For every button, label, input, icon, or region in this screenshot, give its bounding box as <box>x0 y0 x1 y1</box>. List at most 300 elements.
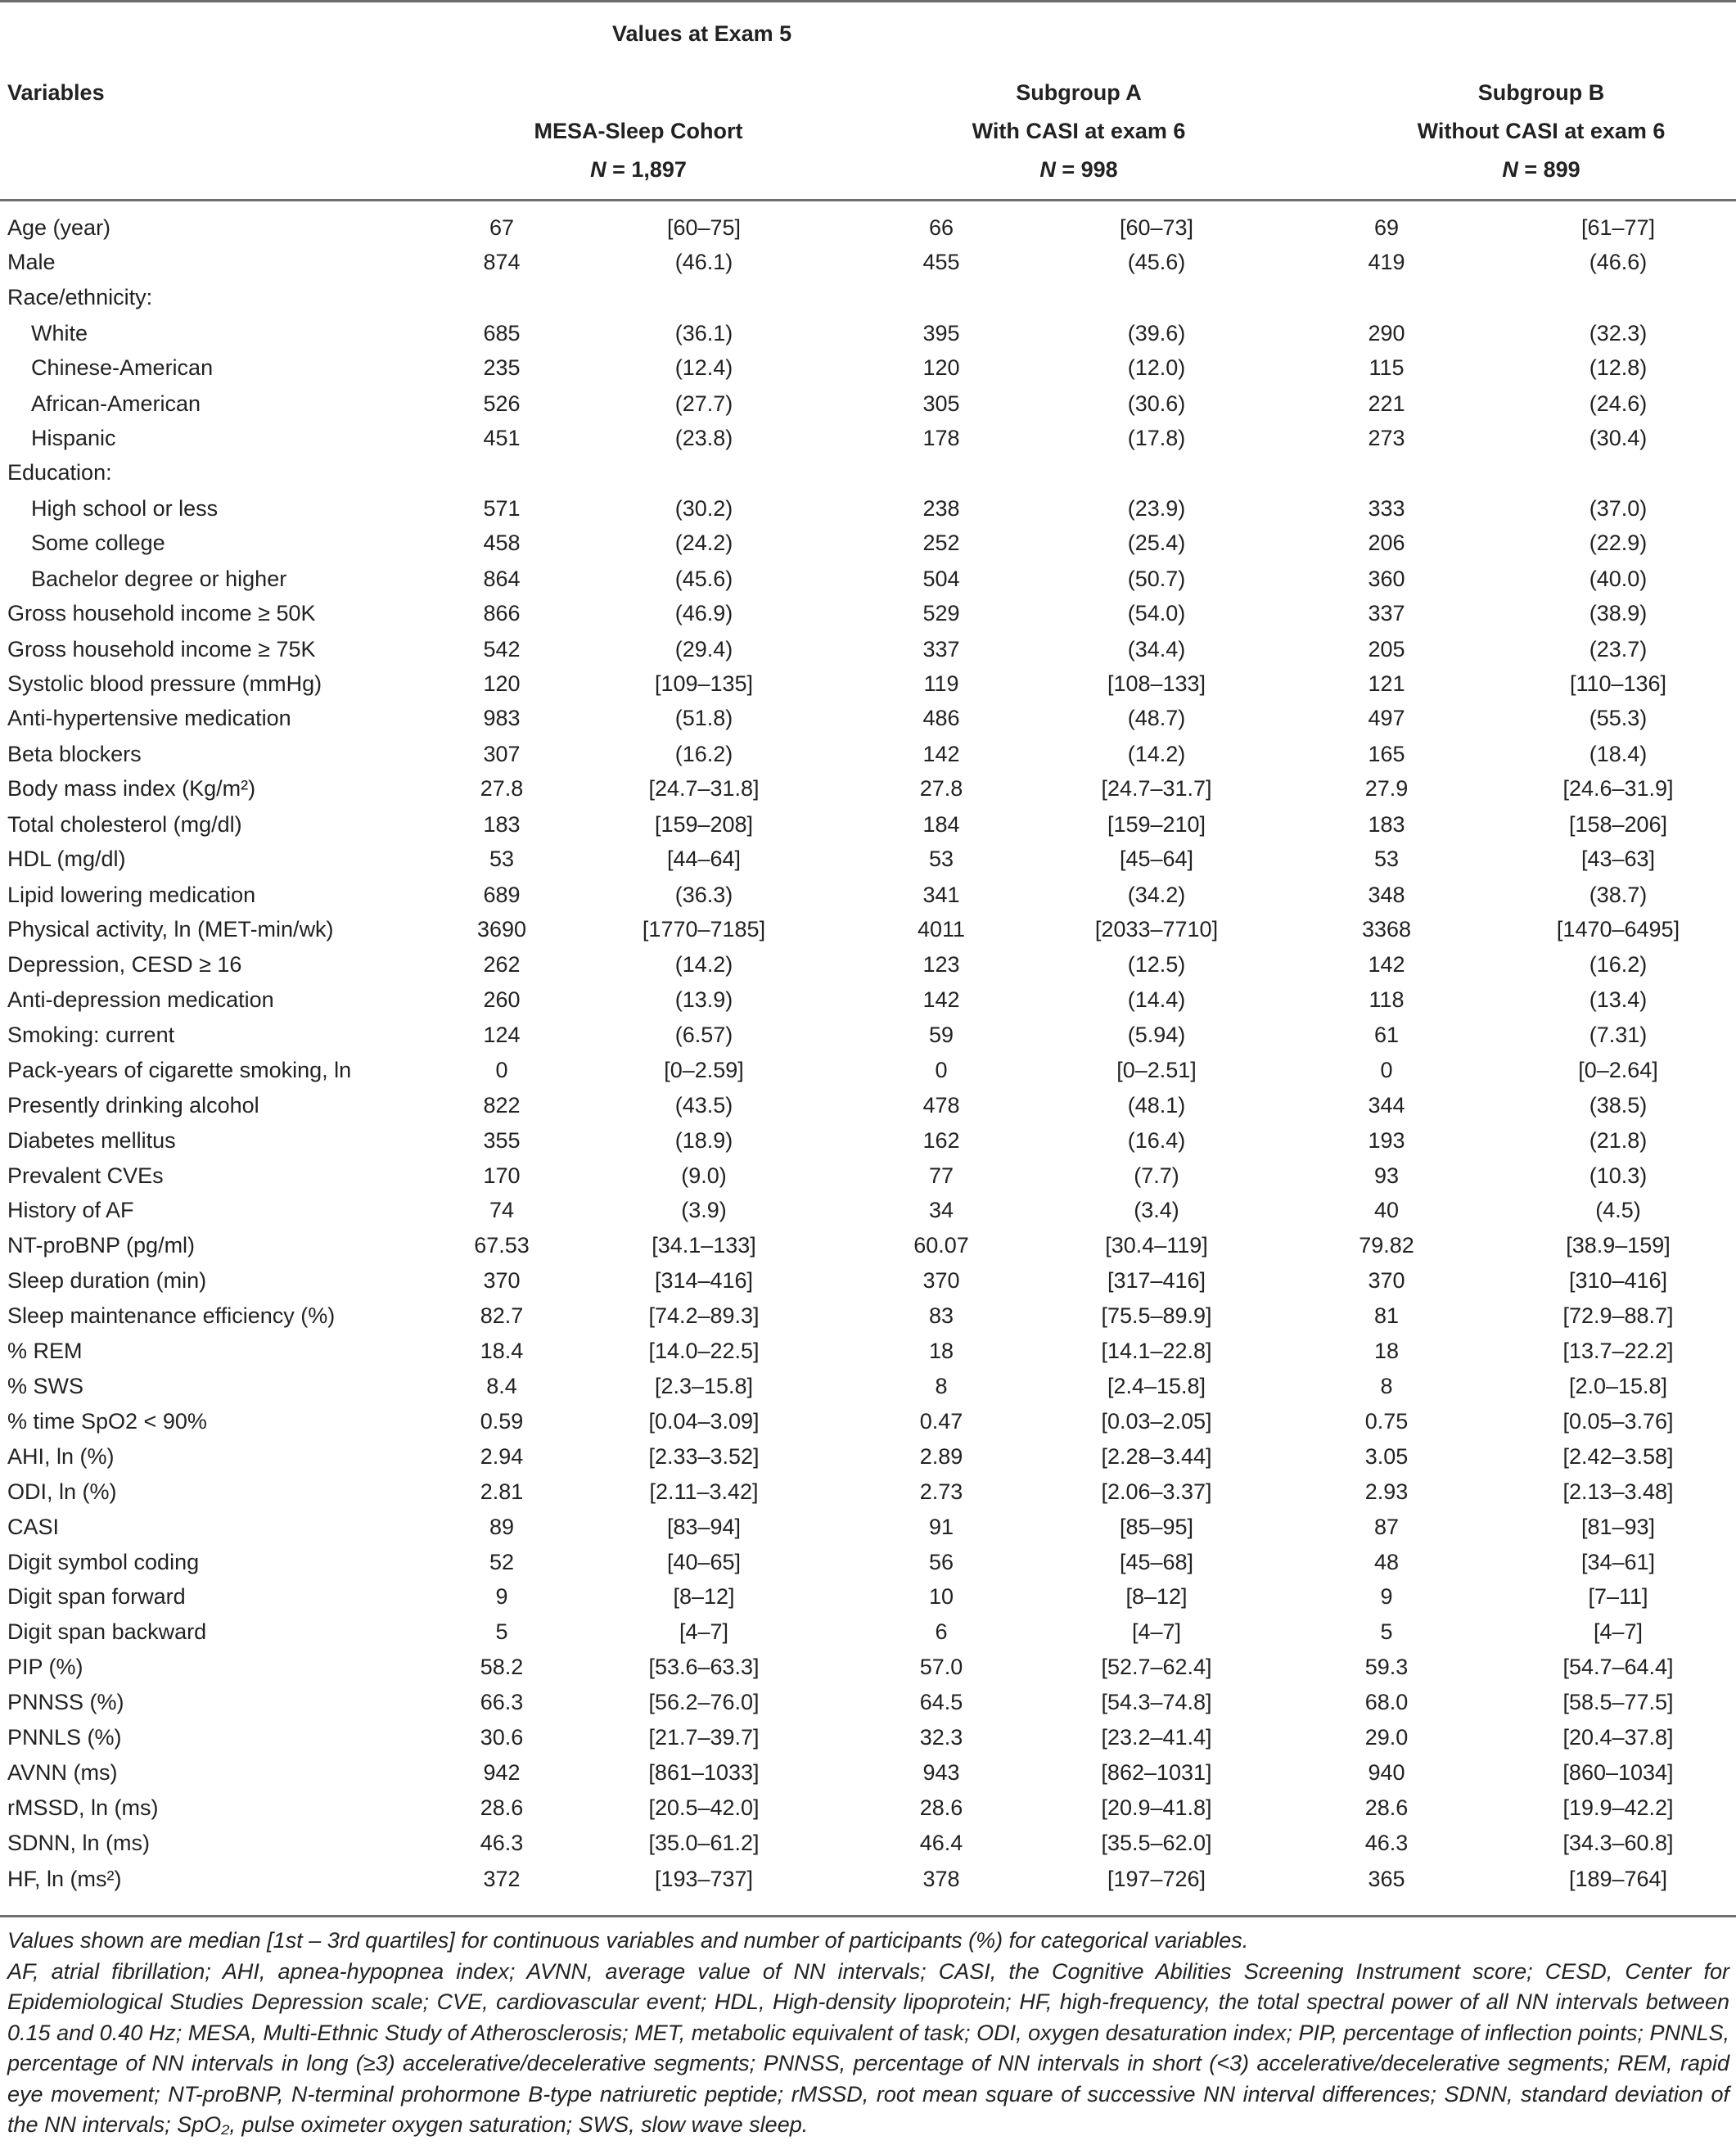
subgroup-a-value: 370 <box>922 1268 960 1293</box>
n-label: N <box>1039 157 1056 182</box>
subgroup-b-range: [158–206] <box>1568 812 1668 837</box>
subgroup-a-value: 32.3 <box>919 1725 963 1750</box>
mesa-value: 27.8 <box>480 776 524 801</box>
row-label: Sleep maintenance efficiency (%) <box>7 1303 336 1328</box>
subgroup-b-range: [189–764] <box>1568 1867 1668 1891</box>
mesa-range: (36.1) <box>674 321 733 345</box>
subgroup-a-value: 529 <box>922 601 960 625</box>
mesa-value: 66.3 <box>480 1690 524 1714</box>
table-row <box>0 1474 1736 1510</box>
table-row <box>0 632 1736 667</box>
table-row <box>0 562 1736 597</box>
mesa-range: [861–1033] <box>648 1760 760 1785</box>
subgroup-a-range: [23.2–41.4] <box>1101 1725 1212 1750</box>
top-rule <box>0 0 1736 2</box>
subgroup-b-value: 69 <box>1373 215 1400 240</box>
subgroup-a-range: [2.4–15.8] <box>1107 1374 1206 1398</box>
subgroup-a-range: [2.28–3.44] <box>1101 1444 1212 1469</box>
row-label: SDNN, ln (ms) <box>7 1831 150 1855</box>
mesa-value: 46.3 <box>480 1831 524 1855</box>
subgroup-b-range: (38.9) <box>1589 601 1648 625</box>
mesa-value: 864 <box>483 567 521 591</box>
table-row <box>0 1404 1736 1439</box>
subgroup-a-range: [20.9–41.8] <box>1101 1795 1212 1820</box>
table-row <box>0 982 1736 1018</box>
subgroup-b-range: (18.4) <box>1589 742 1648 766</box>
row-label: Smoking: current <box>7 1023 175 1047</box>
subgroup-b-value: 46.3 <box>1364 1831 1409 1855</box>
n-label: N <box>590 157 606 182</box>
subgroup-b-range: [54.7–64.4] <box>1562 1655 1674 1679</box>
row-label: Sleep duration (min) <box>7 1268 207 1293</box>
row-label: AHI, ln (%) <box>7 1444 115 1469</box>
subgroup-a-value: 162 <box>922 1128 960 1153</box>
subgroup-b-value: 165 <box>1368 742 1405 766</box>
subgroup-b-range: [0–2.64] <box>1578 1058 1658 1082</box>
row-label: Depression, CESD ≥ 16 <box>7 952 242 977</box>
row-label: Total cholesterol (mg/dl) <box>7 812 242 837</box>
mesa-value: 183 <box>483 812 521 837</box>
subgroup-a-range: [8–12] <box>1125 1584 1188 1609</box>
subgroup-b-value: 79.82 <box>1359 1233 1414 1258</box>
subgroup-a-value: 77 <box>928 1163 954 1188</box>
mesa-range: (29.4) <box>674 637 733 662</box>
row-label: % SWS <box>7 1374 84 1398</box>
row-label: PNNLS (%) <box>7 1725 122 1750</box>
subgroup-a-range: [2033–7710] <box>1094 917 1219 942</box>
mesa-range: [83–94] <box>666 1515 742 1539</box>
mesa-range: (9.0) <box>681 1163 727 1188</box>
row-label: White <box>31 321 88 345</box>
subgroup-b-value: 193 <box>1368 1128 1405 1153</box>
row-label: Digit symbol coding <box>7 1550 200 1574</box>
row-label: Diabetes mellitus <box>7 1128 176 1153</box>
row-label: Some college <box>31 531 165 555</box>
mesa-value: 3690 <box>476 917 527 942</box>
subgroup-b-range: [2.13–3.48] <box>1562 1479 1674 1504</box>
subgroup-a-range: (14.2) <box>1127 742 1186 766</box>
row-label: Hispanic <box>31 426 116 450</box>
subgroup-b-value: 68.0 <box>1364 1690 1409 1714</box>
subgroup-a-value: 119 <box>923 671 959 696</box>
row-label: Anti-depression medication <box>7 987 274 1012</box>
table-row <box>0 1018 1736 1053</box>
subgroup-a-value: 53 <box>928 847 954 871</box>
mesa-range: (43.5) <box>674 1093 733 1118</box>
subgroup-b-value: 273 <box>1368 426 1405 450</box>
subgroup-a-range: (25.4) <box>1127 531 1186 555</box>
subgroup-b-range: (21.8) <box>1589 1128 1648 1153</box>
table-row <box>0 386 1736 422</box>
subgroup-a-value: 4011 <box>917 917 966 942</box>
subgroup-a-value: 123 <box>922 952 960 977</box>
subgroup-b-range: (7.31) <box>1589 1023 1648 1047</box>
subgroup-a-value: 8 <box>935 1374 948 1398</box>
subgroup-b-value: 142 <box>1368 952 1405 977</box>
subgroup-b-range: [860–1034] <box>1562 1760 1674 1785</box>
subgroup-a-value: 305 <box>922 391 960 416</box>
mesa-range: [56.2–76.0] <box>648 1690 760 1714</box>
subgroup-b-value: 28.6 <box>1364 1795 1409 1820</box>
row-label: Pack-years of cigarette smoking, ln <box>7 1058 352 1082</box>
subgroup-a-range: (16.4) <box>1127 1128 1186 1153</box>
subgroup-a-value: 478 <box>922 1093 960 1118</box>
subgroup-b-range: (24.6) <box>1589 391 1648 416</box>
mesa-value: 0.59 <box>480 1409 524 1434</box>
mesa-range: [159–208] <box>654 812 754 837</box>
subgroup-a-range: [75.5–89.9] <box>1101 1303 1212 1328</box>
mesa-value: 370 <box>483 1268 521 1293</box>
mesa-value: 52 <box>489 1550 515 1574</box>
mesa-value: 262 <box>483 952 521 977</box>
subgroup-b-range: [310–416] <box>1568 1268 1668 1293</box>
mesa-range: [53.6–63.3] <box>648 1655 760 1679</box>
subgroup-b-range: [38.9–159] <box>1566 1233 1671 1258</box>
subgroup-b-value: 59.3 <box>1364 1655 1409 1679</box>
subgroup-b-value: 87 <box>1373 1515 1400 1539</box>
row-label: Male <box>7 250 56 274</box>
subgroup-a-value: 486 <box>922 706 960 730</box>
mesa-range: [1770–7185] <box>642 917 766 942</box>
subgroup-a-range: [862–1031] <box>1101 1760 1212 1785</box>
table-row <box>0 701 1736 736</box>
subgroup-a-value: 455 <box>922 250 960 274</box>
mesa-value: 5 <box>495 1619 508 1644</box>
subgroup-b-value: 29.0 <box>1364 1725 1409 1750</box>
table-row <box>0 771 1736 806</box>
mesa-value: 2.94 <box>480 1444 524 1469</box>
subgroup-a-range: [197–726] <box>1107 1867 1206 1891</box>
subgroup-a-range: (12.5) <box>1127 952 1186 977</box>
mesa-range: [4–7] <box>679 1619 729 1644</box>
subgroup-b-range: (4.5) <box>1595 1198 1641 1222</box>
mesa-value: 571 <box>483 496 521 521</box>
subgroup-a-range: (3.4) <box>1134 1198 1179 1222</box>
mesa-range: [60–75] <box>666 215 742 240</box>
subgroup-b-value: 333 <box>1368 496 1405 521</box>
mesa-range: (12.4) <box>674 355 733 380</box>
mesa-value: 2.81 <box>480 1479 524 1504</box>
table-row <box>0 1791 1736 1826</box>
mesa-value: 53 <box>489 847 515 871</box>
mesa-value: 67.53 <box>474 1233 530 1258</box>
subgroup-b-range: [1470–6495] <box>1556 917 1680 942</box>
exam-header: Values at Exam 5 <box>612 21 792 46</box>
table-row <box>0 1158 1736 1194</box>
subgroup-b-range: [110–136] <box>1569 671 1667 696</box>
mesa-value: 260 <box>483 987 521 1012</box>
row-label: History of AF <box>7 1198 134 1222</box>
table-row <box>0 526 1736 561</box>
subgroup-a-range: [159–210] <box>1107 812 1206 837</box>
mesa-value: 9 <box>495 1584 508 1609</box>
subgroup-a-value: 46.4 <box>919 1831 963 1855</box>
subgroup-b-range: [2.0–15.8] <box>1568 1374 1668 1398</box>
row-label: Gross household income ≥ 75K <box>7 637 316 662</box>
row-label: Race/ethnicity: <box>7 285 153 309</box>
table-row <box>0 1053 1736 1088</box>
table-row <box>0 1439 1736 1474</box>
subgroup-a-value: 252 <box>922 531 960 555</box>
table-row <box>0 1228 1736 1263</box>
mesa-value: 372 <box>483 1867 521 1891</box>
row-label: rMSSD, ln (ms) <box>7 1795 159 1820</box>
subgroup-b-range: [4–7] <box>1593 1619 1644 1644</box>
subgroup-a-range: (30.6) <box>1127 391 1186 416</box>
values-footnote: Values shown are median [1st – 3rd quartiles] for continuous variables and number of participants (%) for categorical variables. <box>7 1928 1249 1953</box>
subgroup-b-value: 205 <box>1368 637 1405 662</box>
mesa-value: 458 <box>483 531 521 555</box>
row-label: Lipid lowering medication <box>7 883 256 907</box>
subgroup-a-range: (45.6) <box>1127 250 1186 274</box>
subgroup-a-range: [45–68] <box>1119 1550 1194 1574</box>
subgroup-b-range: [24.6–31.9] <box>1562 776 1674 801</box>
mesa-range: [0–2.59] <box>664 1058 744 1082</box>
subgroup-b-value: 3368 <box>1361 917 1412 942</box>
subgroup-b-value: 419 <box>1368 250 1405 274</box>
mesa-range: [14.0–22.5] <box>648 1339 760 1363</box>
subgroup-a-value: 56 <box>928 1550 954 1574</box>
mesa-value: 8.4 <box>486 1374 517 1398</box>
row-label: CASI <box>7 1515 60 1539</box>
subgroup-b-range: (46.6) <box>1589 250 1648 274</box>
row-label: Education: <box>7 460 112 485</box>
mesa-value: 120 <box>483 671 521 696</box>
subgroup-b-range: [2.42–3.58] <box>1562 1444 1674 1469</box>
mesa-value: 874 <box>483 250 521 274</box>
mesa-range: [40–65] <box>666 1550 742 1574</box>
table-row <box>0 1650 1736 1685</box>
subgroup-b-value: 27.9 <box>1364 776 1409 801</box>
mesa-range: [35.0–61.2] <box>648 1831 760 1855</box>
row-label: HDL (mg/dl) <box>7 847 126 871</box>
subgroup-b-range: [19.9–42.2] <box>1562 1795 1674 1820</box>
subgroup-a-range: [0.03–2.05] <box>1101 1409 1212 1434</box>
subgroup-b-range: (30.4) <box>1589 426 1648 450</box>
row-label: % REM <box>7 1339 83 1363</box>
mesa-value: 170 <box>483 1163 521 1188</box>
subgroup-b-range: (38.7) <box>1589 883 1648 907</box>
subgroup-a-value: 34 <box>928 1198 954 1222</box>
mesa-range: [0.04–3.09] <box>648 1409 760 1434</box>
table-row <box>0 596 1736 631</box>
subgroup-b-subtitle: Without CASI at exam 6 <box>1417 119 1666 143</box>
subgroup-b-range: [34.3–60.8] <box>1562 1831 1674 1855</box>
mesa-range: (14.2) <box>674 952 733 977</box>
subgroup-b-value: 8 <box>1380 1374 1393 1398</box>
subgroup-a-range: [30.4–119] <box>1105 1233 1208 1258</box>
table-footnotes <box>7 1926 1729 2141</box>
subgroup-a-value: 59 <box>928 1023 954 1047</box>
subgroup-b-range: (13.4) <box>1589 987 1648 1012</box>
row-label: % time SpO2 < 90% <box>7 1409 207 1434</box>
table-row <box>0 947 1736 982</box>
subgroup-a-value: 10 <box>928 1584 954 1609</box>
mesa-cohort-n <box>590 156 687 183</box>
subgroup-a-value: 83 <box>928 1303 954 1328</box>
mesa-range: [2.33–3.52] <box>648 1444 760 1469</box>
table-row <box>0 491 1736 526</box>
row-label: Prevalent CVEs <box>7 1163 164 1188</box>
subgroup-a-value: 395 <box>922 321 960 345</box>
subgroup-b-value: 121 <box>1368 671 1405 696</box>
subgroup-a-value: 120 <box>922 355 960 380</box>
subgroup-a-title: Subgroup A <box>1016 80 1142 105</box>
mesa-value: 89 <box>489 1515 515 1539</box>
table-row <box>0 807 1736 842</box>
table-row <box>0 842 1736 877</box>
subgroup-b-value: 40 <box>1373 1198 1400 1222</box>
table-row <box>0 316 1736 351</box>
table-row <box>0 245 1736 280</box>
row-label: Bachelor degree or higher <box>31 567 287 591</box>
row-label: Digit span backward <box>7 1619 207 1644</box>
subgroup-a-n <box>1039 156 1117 183</box>
row-label: African-American <box>31 391 201 416</box>
subgroup-b-value: 940 <box>1368 1760 1405 1785</box>
mesa-value: 451 <box>483 426 521 450</box>
mesa-range: [2.11–3.42] <box>649 1479 759 1504</box>
mesa-range: (51.8) <box>674 706 733 730</box>
bottom-rule <box>0 1915 1736 1917</box>
row-label: Age (year) <box>7 215 111 240</box>
row-label: Beta blockers <box>7 742 142 766</box>
subgroup-a-value: 28.6 <box>919 1795 963 1820</box>
table-row <box>0 1545 1736 1580</box>
table-row <box>0 455 1736 490</box>
row-label: Physical activity, ln (MET-min/wk) <box>7 917 334 942</box>
subgroup-a-value: 91 <box>928 1515 954 1539</box>
table-row <box>0 878 1736 913</box>
subgroup-a-range: (5.94) <box>1127 1023 1186 1047</box>
row-label: High school or less <box>31 496 219 521</box>
subgroup-b-value: 0 <box>1380 1058 1393 1082</box>
subgroup-a-range: (34.2) <box>1127 883 1186 907</box>
table-row <box>0 1862 1736 1897</box>
row-label: Systolic blood pressure (mmHg) <box>7 671 322 696</box>
table-row <box>0 1263 1736 1298</box>
subgroup-b-value: 183 <box>1368 812 1405 837</box>
subgroup-b-range: (32.3) <box>1589 321 1648 345</box>
subgroup-b-range: (10.3) <box>1589 1163 1648 1188</box>
subgroup-a-range: (50.7) <box>1127 567 1186 591</box>
subgroup-a-range: (39.6) <box>1127 321 1186 345</box>
subgroup-a-value: 341 <box>922 883 960 907</box>
mesa-range: (6.57) <box>674 1023 733 1047</box>
mesa-value: 685 <box>483 321 521 345</box>
table-row <box>0 1826 1736 1861</box>
subgroup-a-range: [85–95] <box>1119 1515 1194 1539</box>
subgroup-a-value: 184 <box>922 812 960 837</box>
mesa-range: [74.2–89.3] <box>648 1303 760 1328</box>
subgroup-a-value: 57.0 <box>919 1655 963 1679</box>
table-row <box>0 1123 1736 1158</box>
subgroup-b-value: 18 <box>1373 1339 1400 1363</box>
abbreviations-footnote: AF, atrial fibrillation; AHI, apnea-hypopnea index; AVNN, average value of NN intervals; CASI, the Cognitive Abilities Screening Instrument score; CESD, Center for Epidemiological Studies Depression scale; CVE, cardiovascular event; HDL, High-density lipoprotein; HF, high-frequency, the total spectral power of all NN intervals between 0.15 and 0.40 Hz; MESA, Multi-Ethnic Study of Atherosclerosis; MET, metabolic equivalent of task; ODI, oxygen desaturation index; PIP, percentage of inflection points; PNNLS, percentage of NN intervals in long (≥3) accelerative/decelerative segments; PNNSS, percentage of NN intervals in short (<3) accelerative/decelerative segments; REM, rapid eye movement; NT-proBNP, N-terminal prohormone B-type natriuretic peptide; rMSSD, root mean square of successive NN interval differences; SDNN, standard deviation of the NN intervals; SpO₂, pulse oximeter oxygen saturation; SWS, slow wave sleep. <box>7 1958 1729 2137</box>
subgroup-a-value: 0 <box>935 1058 948 1082</box>
subgroup-b-range: [20.4–37.8] <box>1562 1725 1674 1750</box>
mesa-value: 542 <box>483 637 521 662</box>
n-value: = 899 <box>1517 157 1580 182</box>
subgroup-a-value: 178 <box>922 426 960 450</box>
table-row <box>0 1720 1736 1755</box>
mesa-range: (46.1) <box>674 250 733 274</box>
subgroup-a-value: 0.47 <box>919 1409 963 1434</box>
mesa-value: 74 <box>489 1198 515 1222</box>
row-label: NT-proBNP (pg/ml) <box>7 1233 196 1258</box>
subgroup-b-value: 115 <box>1369 355 1405 380</box>
subgroup-a-value: 142 <box>922 987 960 1012</box>
subgroup-a-value: 504 <box>922 567 960 591</box>
subgroup-a-value: 60.07 <box>913 1233 969 1258</box>
mesa-range: [20.5–42.0] <box>648 1795 760 1820</box>
subgroup-b-value: 360 <box>1368 567 1405 591</box>
subgroup-a-value: 142 <box>922 742 960 766</box>
subgroup-a-value: 6 <box>935 1619 948 1644</box>
mesa-value: 983 <box>483 706 521 730</box>
subgroup-b-value: 497 <box>1368 706 1405 730</box>
mesa-value: 28.6 <box>480 1795 524 1820</box>
table-row <box>0 280 1736 315</box>
subgroup-b-value: 61 <box>1373 1023 1400 1047</box>
mesa-value: 124 <box>483 1023 521 1047</box>
subgroup-b-value: 93 <box>1373 1163 1400 1188</box>
subgroup-a-value: 943 <box>922 1760 960 1785</box>
table-row <box>0 666 1736 702</box>
mesa-value: 526 <box>483 391 521 416</box>
mesa-range: [21.7–39.7] <box>648 1725 760 1750</box>
subgroup-a-range: (54.0) <box>1127 601 1186 625</box>
table-row <box>0 737 1736 772</box>
subgroup-b-value: 118 <box>1369 987 1405 1012</box>
subgroup-b-value: 0.75 <box>1364 1409 1409 1434</box>
row-label: PIP (%) <box>7 1655 83 1679</box>
table-row <box>0 1614 1736 1650</box>
subgroup-a-range: [24.7–31.7] <box>1101 776 1212 801</box>
subgroup-b-value: 290 <box>1368 321 1405 345</box>
subgroup-b-value: 348 <box>1368 883 1405 907</box>
mesa-range: [109–135] <box>654 671 754 696</box>
subgroup-b-range: [0.05–3.76] <box>1562 1409 1674 1434</box>
subgroup-b-value: 2.93 <box>1364 1479 1409 1504</box>
table-row <box>0 421 1736 456</box>
subgroup-b-range: (23.7) <box>1589 637 1648 662</box>
subgroup-a-value: 18 <box>928 1339 954 1363</box>
subgroup-a-range: [317–416] <box>1107 1268 1206 1293</box>
subgroup-b-value: 221 <box>1368 391 1405 416</box>
n-value: = 998 <box>1055 157 1118 182</box>
subgroup-b-range: [61–77] <box>1580 215 1656 240</box>
mesa-range: (46.9) <box>674 601 733 625</box>
row-label: Chinese-American <box>31 355 214 380</box>
subgroup-b-value: 365 <box>1368 1867 1405 1891</box>
subgroup-b-range: [81–93] <box>1580 1515 1656 1539</box>
subgroup-b-range: (22.9) <box>1589 531 1648 555</box>
mesa-value: 689 <box>483 883 521 907</box>
subgroup-a-value: 337 <box>922 637 960 662</box>
subgroup-a-value: 2.89 <box>919 1444 963 1469</box>
table-row <box>0 1298 1736 1334</box>
mesa-range: (45.6) <box>674 567 733 591</box>
subgroup-a-range: [14.1–22.8] <box>1101 1339 1212 1363</box>
row-label: Digit span forward <box>7 1584 186 1609</box>
subgroup-a-range: (7.7) <box>1134 1163 1179 1188</box>
subgroup-b-value: 3.05 <box>1364 1444 1409 1469</box>
mesa-range: [193–737] <box>654 1867 754 1891</box>
mesa-value: 58.2 <box>480 1655 524 1679</box>
subgroup-a-range: [60–73] <box>1119 215 1194 240</box>
mesa-range: (30.2) <box>674 496 733 521</box>
